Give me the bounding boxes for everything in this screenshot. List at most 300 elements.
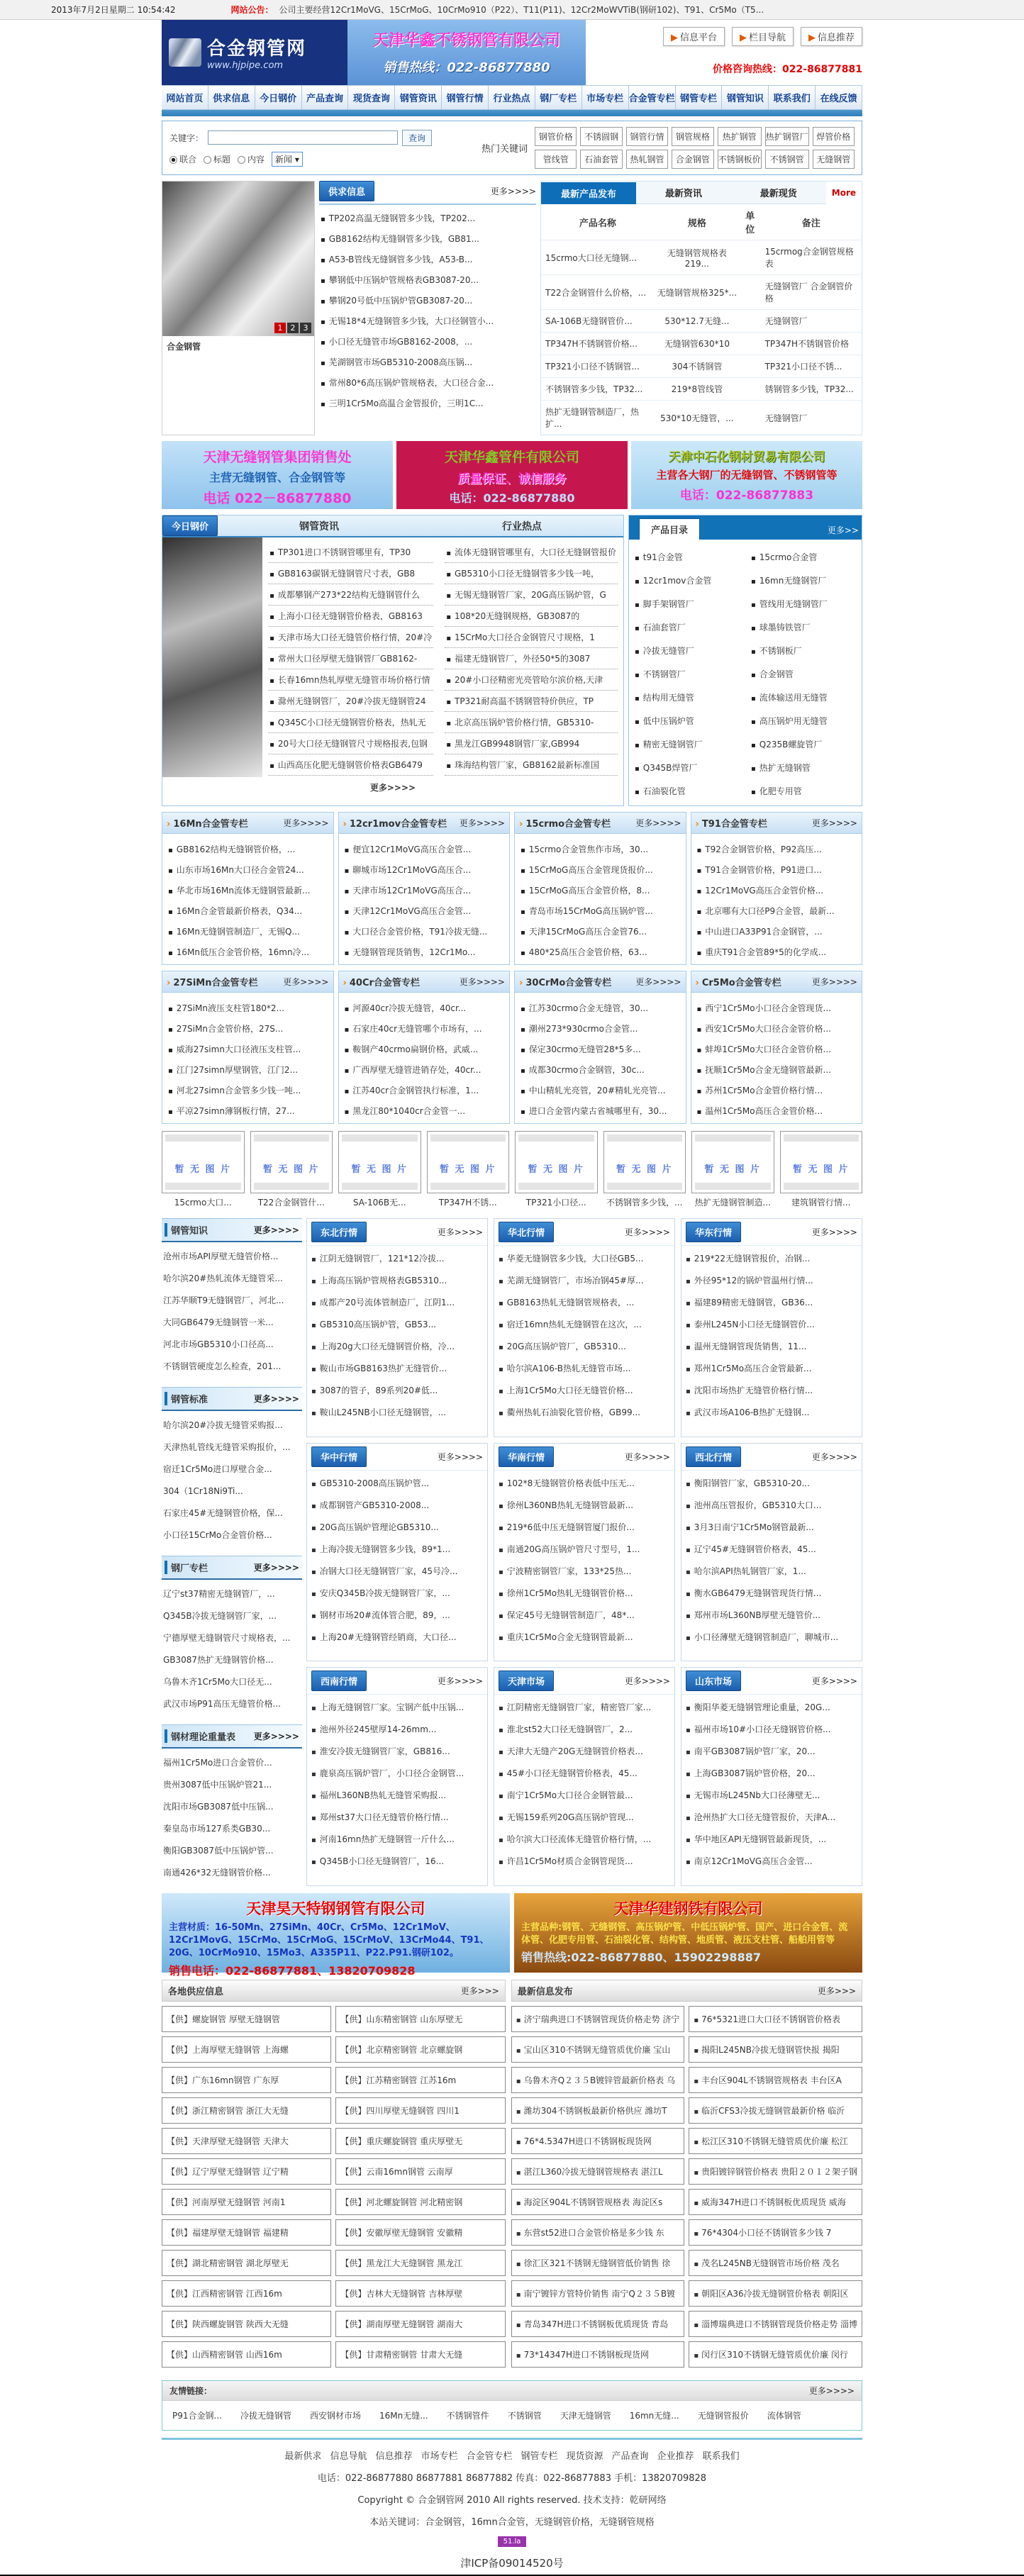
info-item[interactable]: ▪ 湛江L360冷拔无缝钢管规格表 湛江L [511,2158,685,2185]
list-item[interactable]: ▪ GB8162结构无缝钢管价格，... [167,839,329,859]
list-item[interactable]: ▪ 16Mn合金管最新价格表，Q34... [167,901,329,921]
list-item[interactable]: ▪ 天津市场大口径无缝管价格行情，20#冷 [268,627,433,648]
list-item[interactable]: ▪ 便宜12Cr1MoVG高压合金管... [343,839,506,859]
gallery-card[interactable] [780,1131,863,1211]
list-item[interactable]: ▪ 15CrMo大口径合金钢管尺寸规格，1 [445,627,618,648]
list-item[interactable]: ▪ • 宿迁16mn热轧无缝钢管在这次，... [499,1313,670,1335]
keyword-button[interactable]: 不锈钢板价 [718,150,762,169]
list-item[interactable]: ▪ • 泰州L245N小口径无缝钢管价... [686,1313,857,1335]
ad-banner-3[interactable]: 天津中石化钢材贸易有限公司 主营各大钢厂的无缝钢管、不锈钢管等 电话：022-86877883 [631,441,862,509]
friend-link[interactable]: P91合金钢... [172,2411,222,2421]
search-input[interactable] [208,130,398,145]
footer-nav-link[interactable]: 现货资源 [566,2451,603,2462]
cell-name[interactable]: 15crmo大口径无缝钢... [541,240,655,275]
more-link[interactable]: 更多>>>> [459,818,505,828]
more-link[interactable]: 更多>>>> [253,1394,299,1404]
supply-item[interactable]: 【供】江西精密钢管 江西16m [162,2280,331,2307]
list-item[interactable]: ▪ Q345C小口径无缝钢管价格表，热轧无 [268,712,433,733]
radio-union[interactable]: 联合 [169,153,196,165]
list-item[interactable]: ▪ • 江阴无缝钢管厂，121*12冷拔... [311,1247,483,1269]
list-item[interactable]: • 沧州市场API厚壁无缝管价格... [163,1245,301,1267]
gallery-card[interactable] [427,1131,510,1211]
list-item[interactable]: • 江苏华顺T9无缝钢管厂，河北... [163,1289,301,1311]
keyword-button[interactable]: 钢管规格 [672,127,713,146]
list-item[interactable]: ▪ • GB5310-2008高压锅炉管... [311,1472,483,1494]
catalog-item[interactable]: ▪ 脚手架钢管厂 [633,592,741,615]
more-link[interactable]: 更多>>>> [283,818,329,828]
list-item[interactable]: ▪ 江门27simn厚壁钢管，江门2... [167,1059,329,1080]
catalog-item[interactable]: ▪ 低中压锅炉管 [633,709,741,732]
tab-latest-stock[interactable]: 最新现货 [731,182,826,204]
list-item[interactable]: ▪ 苏州1Cr5Mo合金管价格行情... [696,1080,858,1100]
list-item[interactable]: ▪ 无锡18*4无缝钢管多少钱，大口径钢管小... [319,311,536,331]
supply-item[interactable]: 【供】上海厚壁无缝钢管 上海螺 [162,2036,331,2063]
list-item[interactable]: • 沈阳市场GB3087低中压锅... [163,1795,301,1817]
ad-banner-huajian[interactable]: 天津华建钢铁有限公司 主营品种:钢管、无缝钢管、高压锅炉管、中低压锅炉管、国产、进口合金管、流体管、化肥专用管、石油裂化管、结构管、地质管、液压支柱管、船舶用管等 销售热线:022-86877880、15902298887 [514,1893,862,1973]
list-item[interactable]: • 不锈钢管硬度怎么检查，201... [163,1355,301,1377]
catalog-item[interactable]: ▪ 不锈钢管厂 [633,662,741,686]
list-item[interactable]: ▪ • 上海高压锅炉管规格表GB5310... [311,1269,483,1291]
list-item[interactable]: ▪ • 许昌1Cr5Mo材质合金钢管现货... [499,1850,670,1872]
supply-item[interactable]: 【供】山西精密钢管 山西16m [162,2341,331,2368]
keyword-button[interactable]: 管线管 [535,150,577,169]
friend-link[interactable]: 无缝钢管报价 [697,2411,749,2421]
keyword-button[interactable]: 不锈钢管 [765,150,809,169]
info-item[interactable]: ▪ 揭阳L245NB冷拔无缝钢管快报 揭阳 [689,2036,862,2063]
list-item[interactable]: • 304（1Cr18Ni9Ti... [163,1480,301,1502]
list-item[interactable]: ▪ 河北27simn合金管多少钱一吨... [167,1080,329,1100]
ad-banner-1[interactable]: 天津无缝钢管集团销售处 主营无缝钢管、合金钢管等 电话 022－86877880 [162,441,393,509]
gallery-card[interactable] [338,1131,421,1211]
keyword-button[interactable]: 焊管价格 [813,127,855,146]
supply-item[interactable]: 【供】北京精密钢管 北京螺旋钢 [335,2036,505,2063]
supply-item[interactable]: 【供】甘肃精密钢管 甘肃大无缝 [335,2341,505,2368]
page-button[interactable]: 1 [274,323,286,333]
info-item[interactable]: ▪ 73*14347H进口不锈钢板现货网 [511,2341,685,2368]
info-item[interactable]: ▪ 淄博瑞典进口不锈钢管现货价格走势 淄博 [689,2311,862,2337]
more-link[interactable]: 更多>>>> [253,1732,299,1741]
list-item[interactable]: ▪ • 徐州1Cr5Mo热轧无缝钢管价格... [499,1582,670,1604]
list-item[interactable]: ▪ • 哈尔滨A106-B热轧无缝管市场... [499,1357,670,1379]
footer-nav-link[interactable]: 合金管专栏 [466,2451,513,2462]
catalog-item[interactable]: ▪ 流体输送用无缝管 [750,686,857,709]
more-link[interactable]: 更多>>>> [624,1451,670,1462]
list-item[interactable]: ▪ TP321耐高温不锈钢管特价供应，TP [445,691,618,712]
list-item[interactable]: • 哈尔滨20#冷拔无缝管采购报... [163,1414,301,1436]
footer-nav-link[interactable]: 市场专栏 [421,2451,458,2462]
ad-banner-haotian[interactable]: 天津昊天特钢钢管有限公司 主营材质：16-50Mn、27SiMn、40Cr、Cr5Mo、12Cr1MoV、12Cr1MovG、15CrMo、15CrMoG、15CrMoV、13CrMo44、T91、20G、10CrMo910、15Mo3、A335P11、P22.P91.钢研102。 销售电话：022-86877881、13820709828 [162,1893,510,1973]
footer-nav-link[interactable]: 联系我们 [702,2451,740,2462]
more-link[interactable]: 更多>>>> [490,186,536,196]
gallery-caption[interactable]: SA-106B无... [352,1198,406,1208]
table-row[interactable] [541,401,862,435]
list-item[interactable]: ▪ GB8163碳钢无缝钢管尺寸表，GB8 [268,563,433,584]
list-item[interactable]: ▪ TP301进口不锈钢管哪里有，TP30 [268,542,433,563]
list-item[interactable]: ▪ 中山精轧光亮管，20#精轧光亮管... [519,1080,681,1100]
supply-item[interactable]: 【供】湖南厚壁无缝钢管 湖南大 [335,2311,505,2337]
catalog-item[interactable]: ▪ 12cr1mov合金管 [633,569,741,592]
list-item[interactable]: • Q345B冷拔无缝钢管厂家，... [163,1605,301,1627]
list-item[interactable]: ▪ • 重庆1Cr5Mo合金无缝钢管最新... [499,1626,670,1648]
keyword-button[interactable]: 合金钢管 [672,150,713,169]
list-item[interactable]: ▪ • 20G高压锅炉管厂，GB5310... [499,1335,670,1357]
supply-item[interactable]: 【供】福建厚壁无缝钢管 福建精 [162,2219,331,2246]
cell-name[interactable]: TP347H不锈钢管价格... [541,333,655,355]
list-item[interactable]: • 宿迁1Cr5Mo进口厚壁合金... [163,1458,301,1480]
list-item[interactable]: ▪ • 徐州L360NB热轧无缝钢管最新... [499,1494,670,1516]
more-link[interactable]: 更多>>>> [253,1563,299,1573]
table-row[interactable] [541,310,862,333]
nav-item[interactable]: 行业热点 [489,85,535,110]
more-link[interactable]: 更多>>>> [437,1227,483,1237]
list-item[interactable]: ▪ • 南通20G高压锅炉管尺寸型号，1... [499,1538,670,1560]
list-item[interactable]: ▪ 保定30crmo无缝管28*5多... [519,1039,681,1059]
more-link[interactable]: 更多>>>> [437,1676,483,1687]
more-link[interactable]: 更多>>>> [811,818,857,828]
table-row[interactable] [541,355,862,378]
nav-item[interactable]: 合金管专栏 [629,85,676,110]
list-item[interactable]: ▪ • 上海GB3087锅炉管价格，20... [686,1762,857,1784]
nav-item[interactable]: 钢管资讯 [395,85,442,110]
ad-banner-2[interactable]: 天津华鑫管件有限公司 质量保证、诚信服务 电话：022-86877880 [396,441,628,509]
list-item[interactable]: ▪ • 武汉市场A106-B热扩无缝钢... [686,1401,857,1423]
list-item[interactable]: ▪ • 鞍山L245NB小口径无缝钢管，... [311,1401,483,1423]
list-item[interactable]: • 乌鲁木齐1Cr5Mo大口径无... [163,1671,301,1693]
logo[interactable] [162,20,347,85]
friend-link[interactable]: 16mn无缝... [629,2411,679,2421]
list-item[interactable]: ▪ 石家庄40cr无缝管哪个市场有，... [343,1018,506,1039]
supply-item[interactable]: 【供】天津厚壁无缝钢管 天津大 [162,2128,331,2154]
list-item[interactable]: ▪ 480*25高压合金管价格，63... [519,942,681,962]
list-item[interactable]: ▪ • 江阴精密无缝钢管厂家，精密管厂家... [499,1696,670,1718]
nav-item[interactable]: 今日钢价 [255,85,302,110]
info-item[interactable]: ▪ 松江区310不锈钢无缝管质优价廉 松江 [689,2128,862,2154]
list-item[interactable]: ▪ 流体无缝钢管哪里有，大口径无缝钢管报价 [445,542,618,563]
more-link[interactable]: 更多>>>> [811,977,857,987]
info-item[interactable]: ▪ 乌鲁木齐Q２３５B镀锌管最新价格表 乌 [511,2067,685,2093]
cell-name[interactable]: 不锈钢管多少钱，TP32... [541,378,655,401]
list-item[interactable]: ▪ • 南宁1Cr5Mo大口径合金钢管最... [499,1784,670,1806]
more-link[interactable]: 更多>>>> [459,977,505,987]
list-item[interactable]: ▪ • 219*6低中压无缝钢管厦门报价... [499,1516,670,1538]
list-item[interactable]: ▪ • 华菱无缝钢管多少钱，大口径GB5... [499,1247,670,1269]
catalog-item[interactable]: ▪ 16mn无缝钢管厂 [750,569,857,592]
gallery-caption[interactable]: T22合金钢管什... [257,1198,325,1208]
list-item[interactable]: ▪ • 上海无缝钢管厂家。宝钢产低中压锅... [311,1696,483,1718]
catalog-item[interactable]: ▪ 管线用无缝钢管厂 [750,592,857,615]
list-item[interactable]: ▪ • 郑州1Cr5Mo高压合金管最新... [686,1357,857,1379]
more-link[interactable]: 更多>>>> [369,783,416,793]
info-item[interactable]: ▪ 南宁镀锌方管特价销售 南宁Q２３５B镀 [511,2280,685,2307]
list-item[interactable]: ▪ 攀钢低中压锅炉管规格表GB3087-20... [319,269,536,290]
list-item[interactable]: ▪ 滁州无缝钢管厂，20#冷拔无缝钢管24 [268,691,433,712]
keyword-button[interactable]: 钢管价格 [535,127,577,146]
list-item[interactable]: ▪ 成都30crmo合金钢管，30c... [519,1059,681,1080]
list-item[interactable]: ▪ • 衡水GB6479无缝钢管现货行情... [686,1582,857,1604]
supply-item[interactable]: 【供】黑龙江大无缝钢管 黑龙江 [335,2250,505,2276]
product-slideshow[interactable] [162,181,315,435]
list-item[interactable]: ▪ 常州80*6高压锅炉管规格表，大口径合金... [319,372,536,393]
list-item[interactable]: ▪ • 钢材市场20#流体管合肥，89，... [311,1604,483,1626]
list-item[interactable]: ▪ • 辽宁45#无缝钢管价格表，45... [686,1538,857,1560]
list-item[interactable]: • 福州1Cr5Mo进口合金管价... [163,1751,301,1773]
supply-item[interactable]: 【供】螺旋钢管 厚壁无缝钢管 [162,2006,331,2032]
gallery-caption[interactable]: TP347H不锈... [438,1198,497,1208]
list-item[interactable]: ▪ • 20G高压锅炉管理论GB5310... [311,1516,483,1538]
catalog-item[interactable]: ▪ 热扩无缝钢管 [750,756,857,779]
friend-link[interactable]: 天津无缝钢管 [560,2411,611,2421]
keyword-button[interactable]: 热扩钢管厂 [765,127,809,146]
list-item[interactable]: ▪ 长春16mn热轧厚壁无缝管市场价格行情 [268,669,433,691]
supply-item[interactable]: 【供】广东16mn钢管 广东厚 [162,2067,331,2093]
catalog-item[interactable]: ▪ 结构用无缝管 [633,686,741,709]
list-item[interactable]: ▪ 重庆T91合金管89*5的化学成... [696,942,858,962]
nav-item[interactable]: 在线反馈 [816,85,862,110]
catalog-item[interactable]: ▪ 化肥专用管 [750,779,857,803]
footer-nav-link[interactable]: 最新供求 [284,2451,322,2462]
list-item[interactable]: ▪ • 衢州热轧石油裂化管价格，GB99... [499,1401,670,1423]
list-item[interactable]: ▪ • 无锡159系列20G高压锅炉管现... [499,1806,670,1828]
supply-item[interactable]: 【供】河南厚壁无缝钢管 河南1 [162,2189,331,2215]
list-item[interactable]: ▪ • 福州市场10#小口径无缝钢管价格... [686,1718,857,1740]
list-item[interactable]: ▪ • 郑州st37大口径无缝管价格行情... [311,1806,483,1828]
list-item[interactable]: ▪ • 上海20g大口径无缝钢管价格，冷... [311,1335,483,1357]
keyword-button[interactable]: 热轧钢管 [626,150,668,169]
list-item[interactable]: ▪ • 沧州热扩大口径无缝管报价，天津A... [686,1806,857,1828]
list-item[interactable]: ▪ • 天津大无缝产20G无缝钢管价格表... [499,1740,670,1762]
catalog-item[interactable]: ▪ Q345B焊管厂 [633,756,741,779]
list-item[interactable]: ▪ GB8162结构无缝钢管多少钱，GB81... [319,228,536,249]
list-item[interactable]: ▪ • 保定45号无缝钢管制造厂，48*... [499,1604,670,1626]
cell-name[interactable]: T22合金钢管什么价格，... [541,275,655,310]
cell-name[interactable]: TP321小口径不锈钢管... [541,355,655,378]
table-row[interactable] [541,333,862,355]
list-item[interactable]: ▪ 进口合金管内蒙古省城哪里有，30... [519,1100,681,1121]
info-item[interactable]: ▪ 宝山区310不锈钢无缝管质优价廉 宝山 [511,2036,685,2063]
catalog-item[interactable]: ▪ 精密无缝钢管厂 [633,732,741,756]
nav-item[interactable]: 产品查询 [302,85,349,110]
list-item[interactable]: ▪ 108*20无缝钢规格，GB3087的 [445,606,618,627]
table-row[interactable] [541,240,862,275]
info-item[interactable]: ▪ 76*5321进口大口径不锈钢管价格表 [689,2006,862,2032]
catalog-item[interactable]: ▪ 冷拔无缝管厂 [633,639,741,662]
more-link[interactable]: 更多>>>> [808,2386,855,2396]
supply-item[interactable]: 【供】吉林大无缝钢管 吉林厚壁 [335,2280,505,2307]
list-item[interactable]: ▪ 西宁1Cr5Mo小口径合金管现货... [696,998,858,1018]
list-item[interactable]: • 秦皇岛市场127系类GB30... [163,1817,301,1839]
table-row[interactable] [541,378,862,401]
list-item[interactable]: ▪ • 郑州市场L360NB厚壁无缝管价... [686,1604,857,1626]
table-row[interactable] [541,275,862,310]
list-item[interactable]: ▪ • 衡阳钢管厂家，GB5310-20... [686,1472,857,1494]
list-item[interactable]: • GB3087热扩无缝钢管价格... [163,1649,301,1671]
list-item[interactable]: ▪ 大口径合金管价格，T91冷拔无缝... [343,921,506,942]
more-link[interactable]: 更多>>> [460,1986,499,1996]
supply-item[interactable]: 【供】河北螺旋钢管 河北精密钢 [335,2189,505,2215]
list-item[interactable]: • 南通426*32无缝钢管价格... [163,1861,301,1883]
catalog-item[interactable]: ▪ 合金钢管 [750,662,857,686]
more-link[interactable]: 更多>>>> [253,1225,299,1235]
keyword-button[interactable]: 钢管行情 [626,127,668,146]
list-item[interactable]: ▪ • 华中地区API无缝钢管最新现货，... [686,1828,857,1850]
supply-item[interactable]: 【供】浙江精密钢管 浙江大无缝 [162,2097,331,2124]
info-item[interactable]: ▪ 丰台区904L不锈钢管规格表 丰台区A [689,2067,862,2093]
list-item[interactable]: ▪ • 45#小口径无缝钢管价格表，45... [499,1762,670,1784]
gallery-card[interactable] [691,1131,774,1211]
tab-latest-news[interactable]: 最新资讯 [636,182,731,204]
list-item[interactable]: ▪ • 淮安冷拔无缝钢管厂家，GB816... [311,1740,483,1762]
list-item[interactable]: ▪ 聊城市场12Cr1MoVG高压合... [343,859,506,880]
icp-number[interactable]: 津ICP备09014520号 [460,2557,564,2570]
gallery-caption[interactable]: TP321小口径... [525,1198,586,1208]
catalog-item[interactable]: ▪ 球墨铸铁管厂 [750,615,857,639]
supply-item[interactable]: 【供】安徽厚壁无缝钢管 安徽精 [335,2219,505,2246]
info-item[interactable]: ▪ 闵行区310不锈钢无缝管质优价廉 闵行 [689,2341,862,2368]
info-item[interactable]: ▪ 济宁瑞典进口不锈钢管现货价格走势 济宁 [511,2006,685,2032]
list-item[interactable]: ▪ • Q345B小口径无缝钢管厂，16... [311,1850,483,1872]
footer-nav-link[interactable]: 信息导航 [330,2451,367,2462]
supply-item[interactable]: 【供】山东精密钢管 山东厚壁无 [335,2006,505,2032]
list-item[interactable]: ▪ • 上海1Cr5Mo大口径无缝管价格... [499,1379,670,1401]
nav-item[interactable]: 联系我们 [769,85,816,110]
footer-nav-link[interactable]: 信息推荐 [375,2451,413,2462]
tab-today-price[interactable]: 今日钢价 [162,515,218,536]
friend-link[interactable]: 不锈钢管件 [446,2411,489,2421]
list-item[interactable]: ▪ • 219*22无缝钢管报价，冶钢... [686,1247,857,1269]
list-item[interactable]: ▪ 常州大口径厚壁无缝钢管厂GB8162- [268,648,433,669]
list-item[interactable]: ▪ 潮州273*930crmo合金管... [519,1018,681,1039]
list-item[interactable]: ▪ 小口径无缝管市场GB8162-2008，... [319,331,536,352]
list-item[interactable]: ▪ 15CrMoG高压合金管现货报价... [519,859,681,880]
list-item[interactable]: ▪ 上海小口径无缝钢管价格表，GB8163 [268,606,433,627]
list-item[interactable]: ▪ • 上海冷拔无缝钢管多少钱，89*1... [311,1538,483,1560]
more-link[interactable]: 更多>>>> [624,1676,670,1687]
list-item[interactable]: ▪ • 外径95*12的锅炉管温州行情... [686,1269,857,1291]
list-item[interactable]: ▪ • 池州外径245壁厚14-26mm... [311,1718,483,1740]
list-item[interactable]: ▪ 威海27simn大口径液压支柱管... [167,1039,329,1059]
catalog-item[interactable]: ▪ 石油套管厂 [633,615,741,639]
list-item[interactable]: ▪ • 成都钢管产GB5310-2008... [311,1494,483,1516]
more-link[interactable]: 更多>>>> [437,1451,483,1462]
list-item[interactable]: ▪ • GB5310高压锅炉管，GB53... [311,1313,483,1335]
list-item[interactable]: ▪ 北京高压锅炉管价格行情，GB5310- [445,712,618,733]
friend-link[interactable]: 西安钢材市场 [309,2411,361,2421]
quick-link-button[interactable]: ▶ 栏目导航 [732,27,794,46]
list-item[interactable]: • 宁德厚壁无缝钢管尺寸规格表，... [163,1627,301,1649]
list-item[interactable]: ▪ • 小口径薄壁无缝钢管制造厂，聊城市... [686,1626,857,1648]
radio-content[interactable]: 内容 [238,153,265,165]
supply-item[interactable]: 【供】重庆螺旋钢管 重庆厚壁无 [335,2128,505,2154]
list-item[interactable]: • 河北市场GB5310小口径高... [163,1333,301,1355]
list-item[interactable]: ▪ • 淮北st52大口径无缝钢管厂，2... [499,1718,670,1740]
list-item[interactable]: ▪ A53-B管线无缝钢管多少钱，A53-B... [319,249,536,269]
list-item[interactable]: ▪ 15CrMoG高压合金管价格，8... [519,880,681,901]
list-item[interactable]: ▪ 12Cr1MoVG高压合金管价格... [696,880,858,901]
list-item[interactable]: ▪ 福建无缝钢管厂，外径50*5的3087 [445,648,618,669]
list-item[interactable]: ▪ 天津15CrMoG高压合金管76... [519,921,681,942]
list-item[interactable]: ▪ 27SiMn合金管价格，27S... [167,1018,329,1039]
list-item[interactable]: ▪ • GB8163热轧无缝钢管规格表，... [499,1291,670,1313]
list-item[interactable]: ▪ 天津市场12Cr1MoVG高压合... [343,880,506,901]
list-item[interactable]: ▪ 华北市场16Mn流体无缝钢管最新... [167,880,329,901]
list-item[interactable]: ▪ 无锡无缝钢管厂家，20G高压锅炉管，G [445,584,618,606]
list-item[interactable]: ▪ • 3087的管子，89系列20#低... [311,1379,483,1401]
friend-link[interactable]: 冷拔无缝钢管 [240,2411,291,2421]
tab-supply-demand[interactable]: 供求信息 [319,181,374,201]
list-item[interactable]: ▪ • 安庆Q345B冷拔无缝钢管厂家，... [311,1582,483,1604]
info-item[interactable]: ▪ 76*4.5347H进口不锈钢板现货网 [511,2128,685,2154]
gallery-card[interactable] [250,1131,333,1211]
nav-item[interactable]: 供求信息 [208,85,255,110]
footer-nav-link[interactable]: 产品查询 [611,2451,649,2462]
list-item[interactable]: ▪ • 沈阳市场热扩无缝管价格行情... [686,1379,857,1401]
list-item[interactable]: ▪ 20号大口径无缝钢管尺寸规格报表,包钢 [268,733,433,754]
list-item[interactable]: • 哈尔滨20#热轧流体无缝管采... [163,1267,301,1289]
list-item[interactable]: ▪ • 无锡市场L245Nb大口径薄壁无... [686,1784,857,1806]
friend-link[interactable]: 不锈钢管 [507,2411,542,2421]
list-item[interactable]: ▪ • 冶钢大口径无缝钢管厂家，45号冷... [311,1560,483,1582]
nav-item[interactable]: 现货查询 [348,85,395,110]
supply-item[interactable]: 【供】湖北精密钢管 湖北厚壁无 [162,2250,331,2276]
list-item[interactable]: ▪ 中山进口A33P91合金钢管，... [696,921,858,942]
supply-item[interactable]: 【供】陕西螺旋钢管 陕西大无缝 [162,2311,331,2337]
gallery-card[interactable] [162,1131,245,1211]
gallery-card[interactable] [603,1131,686,1211]
list-item[interactable]: ▪ • 成都产20号流体管制造厂，江阴1... [311,1291,483,1313]
gallery-caption[interactable]: 热扩无缝钢管制造... [694,1198,771,1208]
list-item[interactable]: ▪ 成都攀钢产273*22结构无缝钢管什么 [268,584,433,606]
list-item[interactable]: • 贵州3087低中压锅炉管21... [163,1773,301,1795]
info-item[interactable]: ▪ 青岛347H进口不锈钢板优质现货 青岛 [511,2311,685,2337]
category-select[interactable]: 新闻 ▾ [272,152,303,167]
list-item[interactable]: ▪ • 南平GB3087锅炉管厂家，20... [686,1740,857,1762]
list-item[interactable]: ▪ 山西高压化肥无缝钢管价格表GB6479 [268,754,433,776]
list-item[interactable]: • 小口径15CrMo合金管价格... [163,1524,301,1546]
info-item[interactable]: ▪ 贵阳镀锌钢管价格表 贵阳２０１２架子钢 [689,2158,862,2185]
keyword-button[interactable]: 热扩钢管 [718,127,762,146]
list-item[interactable]: ▪ 青岛市场15CrMoG高压锅炉管... [519,901,681,921]
list-item[interactable]: ▪ • 宁波精密钢管厂家，133*25热... [499,1560,670,1582]
list-item[interactable]: ▪ 芜湖钢管市场GB5310-2008高压锅... [319,352,536,372]
counter-badge[interactable]: 51.la [498,2536,527,2547]
list-item[interactable]: • 辽宁st37精密无缝钢管厂，... [163,1583,301,1605]
catalog-item[interactable]: ▪ 高压锅炉用无缝管 [750,709,857,732]
supply-item[interactable]: 【供】四川厚壁无缝钢管 四川1 [335,2097,505,2124]
list-item[interactable]: ▪ • 池州高压管报价，GB5310大口... [686,1494,857,1516]
list-item[interactable]: ▪ 河源40cr冷拔无缝管，40cr... [343,998,506,1018]
query-button[interactable]: 查询 [402,130,432,146]
catalog-item[interactable]: ▪ Q235B螺旋管厂 [750,732,857,756]
keyword-button[interactable]: 石油套管 [580,150,622,169]
list-item[interactable]: ▪ 蚌埠1Cr5Mo大口径合金管价格... [696,1039,858,1059]
gallery-caption[interactable]: 不锈钢管多少钱，... [606,1198,683,1208]
info-item[interactable]: ▪ 潍坊304不锈钢板最新价格供应 潍坊T [511,2097,685,2124]
header-banner-ad[interactable] [347,20,586,85]
list-item[interactable]: ▪ TP202高温无缝钢管多少钱，TP202... [319,208,536,228]
list-item[interactable]: ▪ 攀钢20号低中压锅炉管GB3087-20... [319,290,536,311]
list-item[interactable]: ▪ 27SiMn液压支柱管180*2... [167,998,329,1018]
nav-item[interactable]: 市场专栏 [582,85,629,110]
list-item[interactable]: ▪ GB5310小口径无缝钢管多少钱一吨， [445,563,618,584]
footer-nav-link[interactable]: 企业推荐 [657,2451,694,2462]
gallery-caption[interactable]: 建筑钢管行情... [791,1198,851,1208]
list-item[interactable]: ▪ 黑龙江80*1040cr合金管一... [343,1100,506,1121]
more-link[interactable]: 更多>>>> [811,1227,857,1237]
more-link[interactable]: 更多>> [827,525,859,535]
list-item[interactable]: ▪ 广西厚壁无缝管进销存处，40cr... [343,1059,506,1080]
nav-item[interactable]: 网站首页 [162,85,208,110]
list-item[interactable]: ▪ • 上海20#无缝钢管经销商，大口径... [311,1626,483,1648]
